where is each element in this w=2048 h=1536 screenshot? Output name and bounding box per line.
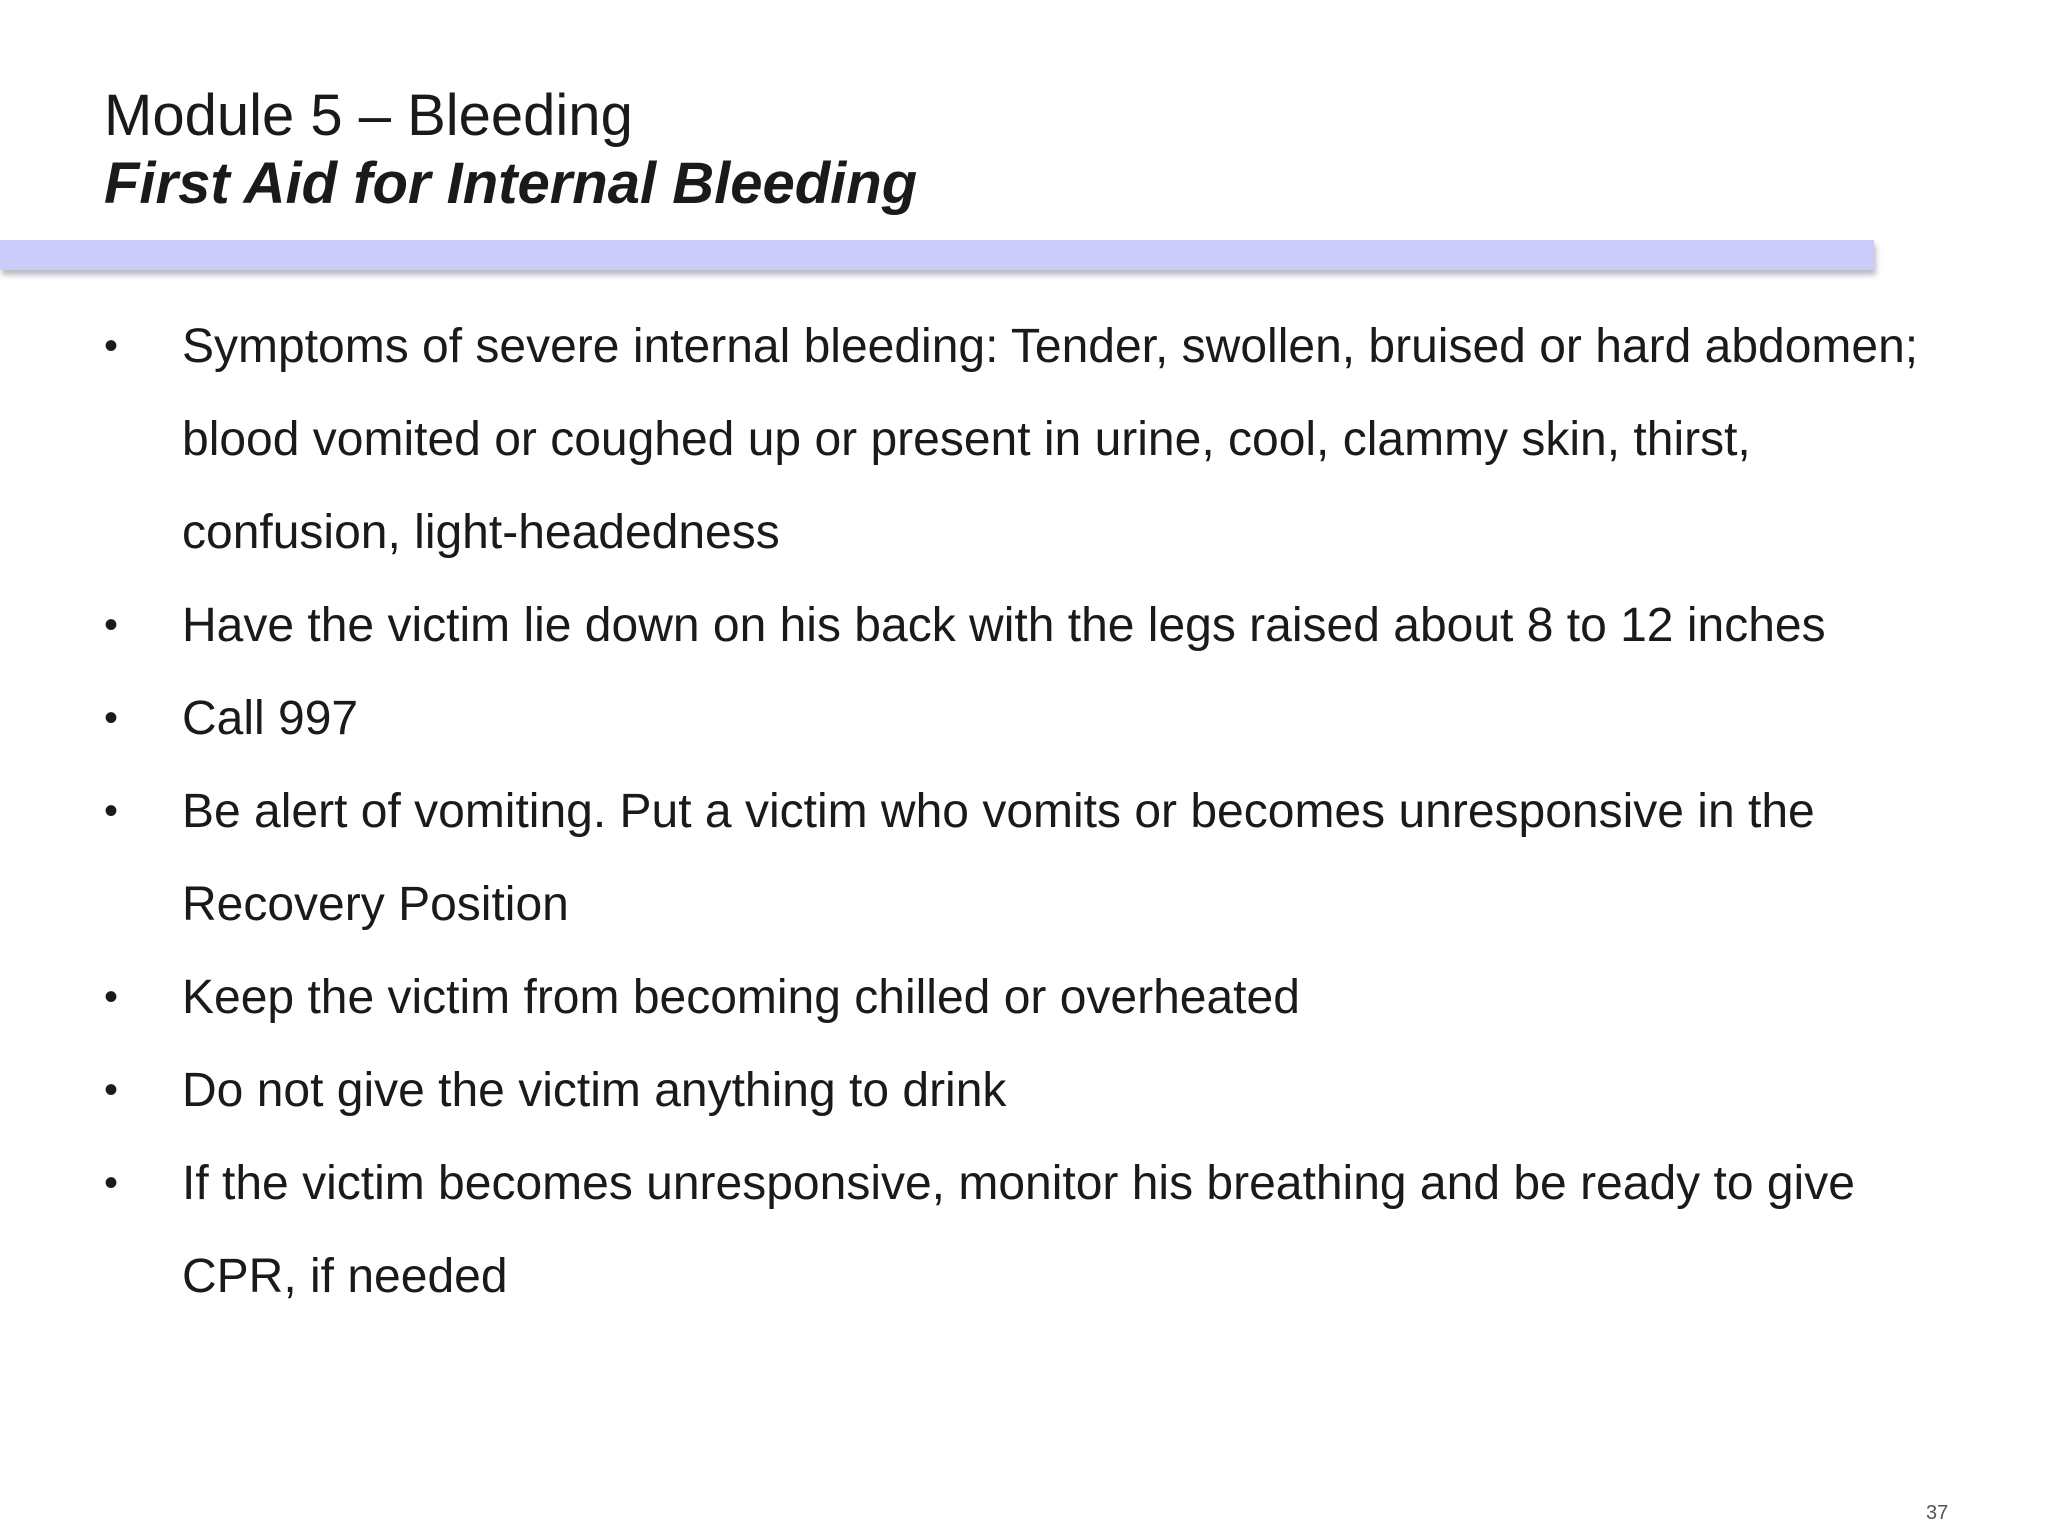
bullet-icon: • — [104, 1068, 119, 1112]
bullet-icon: • — [104, 975, 119, 1019]
bullet-text: Have the victim lie down on his back with the legs raised about 8 to 12 inches — [182, 599, 1826, 652]
page-number: 37 — [1926, 1502, 1949, 1524]
slide-title: Module 5 – Bleeding — [104, 83, 633, 148]
title-block — [104, 82, 1804, 218]
bullet-text: Symptoms of severe internal bleeding: Tender, swollen, bruised or hard abdomen; blood vomited or coughed up or present in urine, cool, clammy skin, thirst, confusion, light-headedness — [182, 320, 1919, 559]
bullet-icon: • — [104, 696, 119, 740]
bullet-text: Do not give the victim anything to drink — [182, 1064, 1007, 1117]
bullet-text: Keep the victim from becoming chilled or overheated — [182, 971, 1300, 1024]
bullet-text: If the victim becomes unresponsive, monitor his breathing and be ready to give CPR, if needed — [182, 1157, 1855, 1303]
bullet-icon: • — [104, 324, 119, 368]
bullet-icon: • — [104, 1161, 119, 1205]
title-divider-bar — [0, 240, 1874, 270]
bullet-item-call — [104, 672, 1924, 765]
bullet-text: Call 997 — [182, 692, 359, 745]
bullet-icon: • — [104, 603, 119, 647]
bullet-item-symptoms — [104, 300, 1924, 579]
bullet-item-temperature — [104, 951, 1924, 1044]
bullet-item-no-drink — [104, 1044, 1924, 1137]
bullet-item-vomiting — [104, 765, 1924, 951]
bullet-icon: • — [104, 789, 119, 833]
bullet-item-cpr — [104, 1137, 1924, 1323]
bullet-text: Be alert of vomiting. Put a victim who vomits or becomes unresponsive in the Recovery Position — [182, 785, 1815, 931]
bullet-item-legs-raised — [104, 579, 1924, 672]
bullet-list — [104, 300, 1924, 1323]
slide-subtitle: First Aid for Internal Bleeding — [104, 151, 918, 216]
